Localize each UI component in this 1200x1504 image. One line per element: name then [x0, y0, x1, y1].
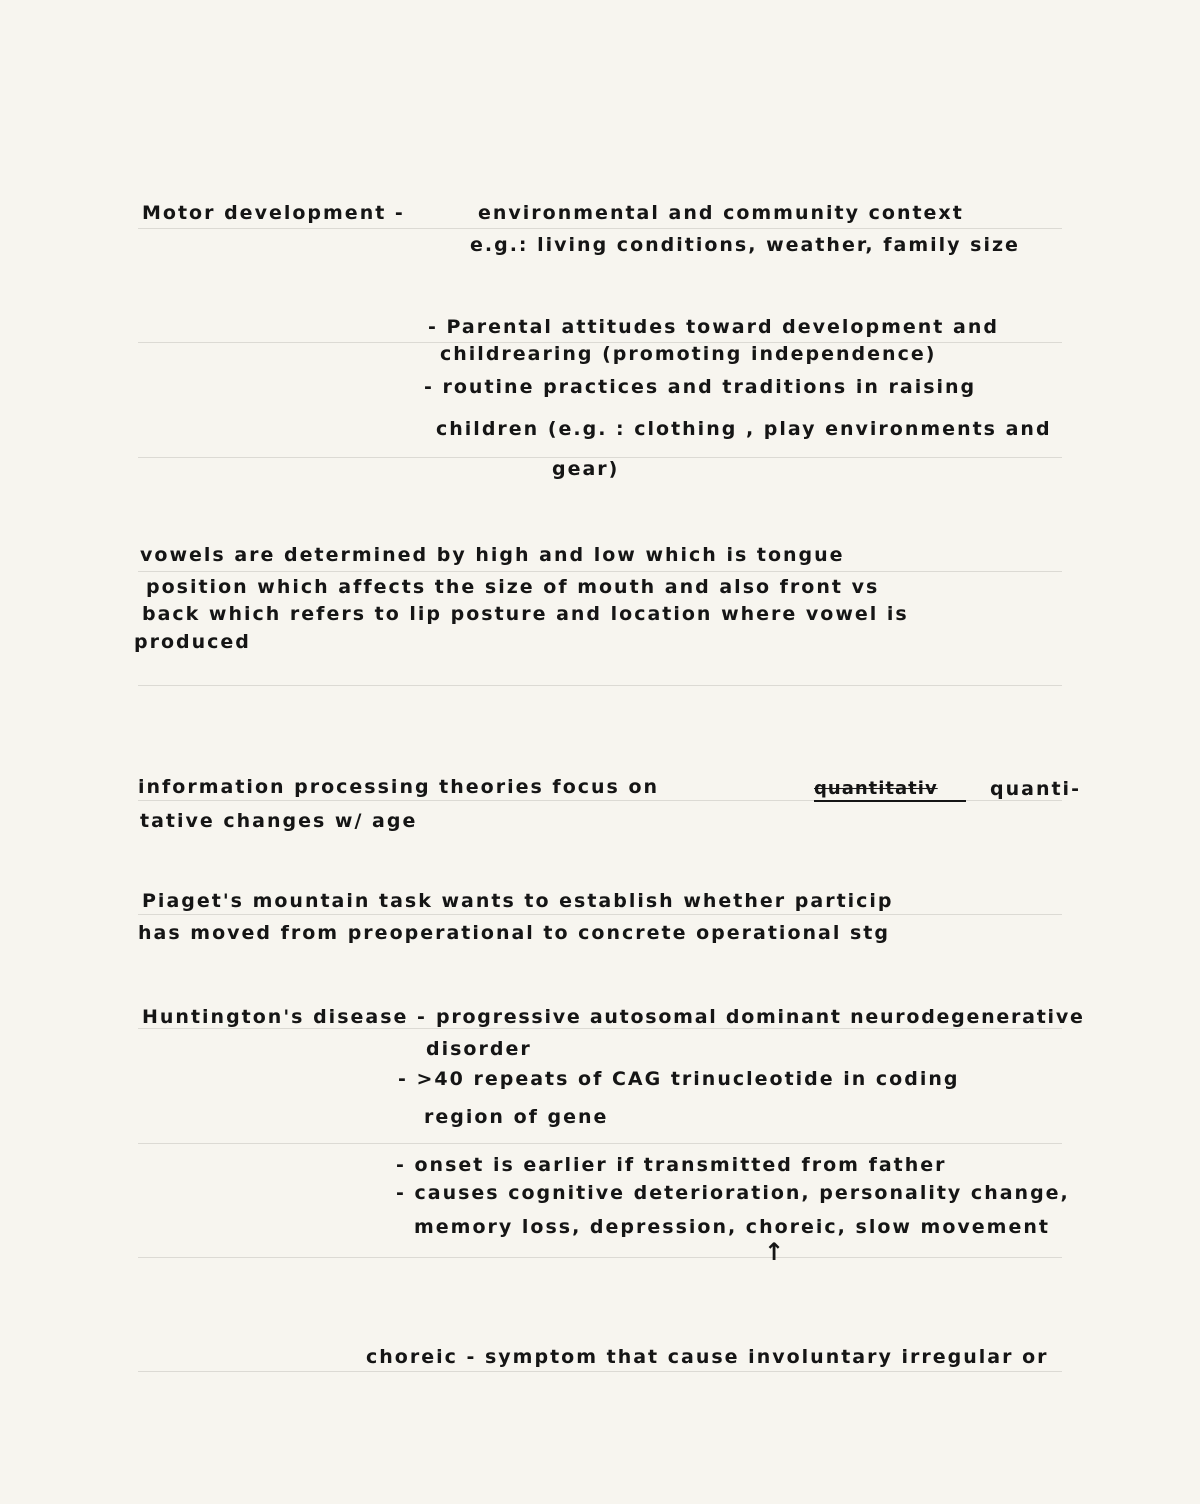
ruled-line [138, 914, 1062, 915]
motor-bullet-routine-cont: children (e.g. : clothing , play environments and [436, 418, 1052, 440]
huntington-bullet-cag: - >40 repeats of CAG trinucleotide in coding [398, 1068, 960, 1090]
ruled-line [138, 685, 1062, 686]
motor-context: environmental and community context [478, 202, 964, 224]
info-struck-word: quantitativ [814, 778, 938, 799]
motor-bullet-routine: - routine practices and traditions in raising [424, 376, 977, 398]
info-line-end: quanti- [990, 778, 1081, 800]
struck-underline [814, 800, 966, 802]
ruled-line [138, 1028, 1062, 1029]
vowels-line: produced [134, 631, 251, 653]
huntington-bullet-cag-cont: region of gene [424, 1106, 609, 1128]
huntington-bullet-onset: - onset is earlier if transmitted from father [396, 1154, 947, 1176]
choreic-line: choreic - symptom that cause involuntary irregular or [366, 1346, 1049, 1368]
motor-heading: Motor development - [142, 202, 405, 224]
huntington-definition: progressive autosomal dominant neurodegenerative [436, 1006, 1085, 1028]
huntington-heading: Huntington's disease - [142, 1006, 427, 1028]
motor-bullet-parental-cont: childrearing (promoting independence) [440, 343, 937, 365]
motor-bullet-parental: - Parental attitudes toward development and [428, 316, 999, 338]
piaget-line: Piaget's mountain task wants to establish whether particip [142, 890, 894, 912]
motor-examples: e.g.: living conditions, weather, family size [470, 234, 1020, 256]
up-arrow-icon: ↑ [764, 1238, 785, 1266]
piaget-line: has moved from preoperational to concrete operational stg [138, 922, 890, 944]
vowels-line: position which affects the size of mouth and also front vs [146, 576, 880, 598]
ruled-line [138, 1371, 1062, 1372]
vowels-line: vowels are determined by high and low which is tongue [140, 544, 845, 566]
vowels-line: back which refers to lip posture and location where vowel is [142, 603, 909, 625]
ruled-line [138, 571, 1062, 572]
ruled-line [138, 228, 1062, 229]
ruled-line [138, 1257, 1062, 1258]
info-line: information processing theories focus on [138, 776, 660, 798]
huntington-bullet-causes-cont: memory loss, depression, choreic, slow movement [414, 1216, 1050, 1238]
info-line: tative changes w/ age [140, 810, 418, 832]
motor-bullet-routine-end: gear) [552, 458, 620, 480]
huntington-definition-cont: disorder [426, 1038, 532, 1060]
huntington-bullet-causes: - causes cognitive deterioration, personality change, [396, 1182, 1070, 1204]
ruled-line [138, 1143, 1062, 1144]
